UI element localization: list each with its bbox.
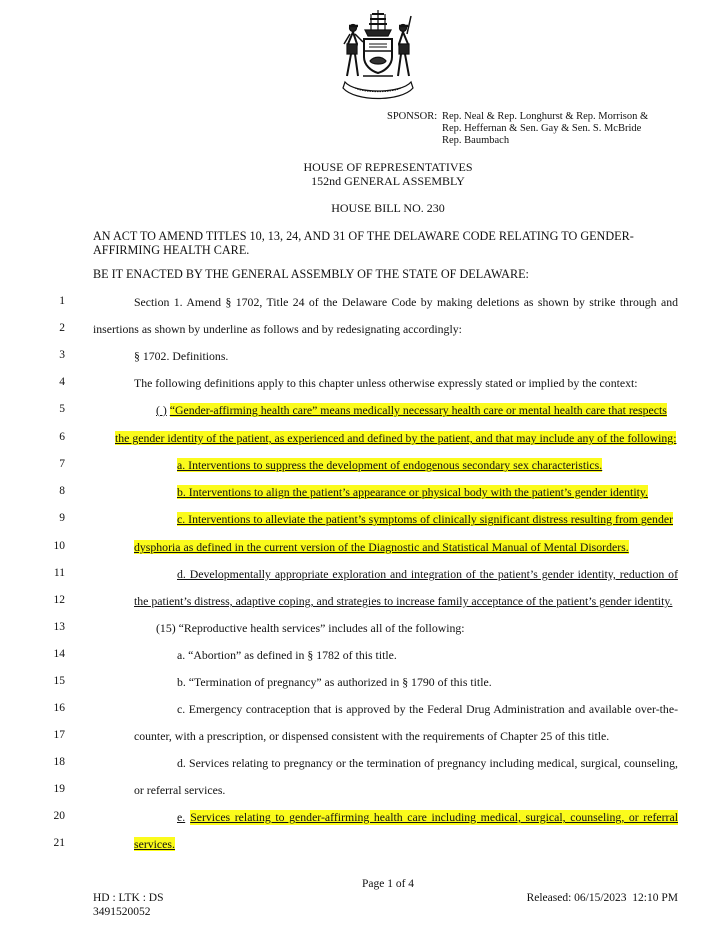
highlighted-insertion: Services relating to gender-affirming health care including medical, surgical, counseling, or referral — [190, 810, 678, 824]
line-number: 3 — [59, 349, 65, 361]
bill-text-line — [134, 540, 629, 555]
definition-placeholder: ( ) — [156, 403, 167, 417]
line-number: 9 — [59, 512, 65, 524]
highlighted-insertion: a. Interventions to suppress the development of endogenous secondary sex characteristics. — [177, 458, 603, 472]
bill-text-line: d. Developmentally appropriate exploration and integration of the patient’s gender identity, reduction of — [177, 567, 678, 581]
line-number: 7 — [59, 458, 65, 470]
bill-title-line-1: AN ACT TO AMEND TITLES 10, 13, 24, AND 31 OF THE DELAWARE CODE RELATING TO GENDER- — [93, 229, 634, 243]
drafter-code: HD : LTK : DS — [93, 892, 164, 904]
bill-text-line: (15) “Reproductive health services” includes all of the following: — [156, 621, 465, 635]
bill-text-line — [177, 458, 602, 473]
document-number: 3491520052 — [93, 906, 151, 918]
sponsor-label: SPONSOR: — [387, 111, 438, 122]
bill-text-line: counter, with a prescription, or dispensed consistent with the requirements of Chapter 25 of this title. — [134, 729, 610, 743]
sponsor-line-3: Rep. Baumbach — [442, 135, 510, 146]
bill-text-line: c. Emergency contraception that is approved by the Federal Drug Administration and available over-the- — [177, 702, 678, 716]
line-number: 13 — [53, 621, 65, 633]
highlighted-insertion: b. Interventions to align the patient’s appearance or physical body with the patient’s gender identity. — [177, 485, 648, 499]
line-number: 1 — [59, 295, 65, 307]
line-number: 2 — [59, 322, 65, 334]
highlighted-insertion: dysphoria as defined in the current version of the Diagnostic and Statistical Manual of Mental Disorders. — [134, 540, 629, 554]
bill-number: HOUSE BILL NO. 230 — [331, 201, 445, 215]
bill-text-line: insertions as shown by underline as follows and by redesignating accordingly: — [93, 322, 462, 336]
release-timestamp: Released: 06/15/2023 12:10 PM — [526, 892, 678, 904]
highlighted-insertion: the gender identity of the patient, as experienced and defined by the patient, and that may include any of the following: — [115, 431, 677, 445]
line-number: 5 — [59, 403, 65, 415]
highlighted-insertion: “Gender-affirming health care” means medically necessary health care or mental health care that respects — [169, 403, 667, 417]
bill-text-line — [134, 837, 175, 852]
bill-text-line: the patient’s distress, adaptive coping, and strategies to increase family acceptance of the patient’s gender identity. — [134, 594, 673, 608]
enacting-clause: BE IT ENACTED BY THE GENERAL ASSEMBLY OF THE STATE OF DELAWARE: — [93, 267, 529, 281]
item-letter: e. — [177, 810, 186, 824]
chamber-heading: HOUSE OF REPRESENTATIVES — [303, 160, 473, 174]
bill-text-line: or referral services. — [134, 783, 226, 797]
bill-title-line-2: AFFIRMING HEALTH CARE. — [93, 243, 250, 257]
bill-text-line: d. Services relating to pregnancy or the termination of pregnancy including medical, surgical, counseling, — [177, 756, 678, 770]
bill-text-line — [177, 485, 648, 500]
highlighted-insertion: services. — [134, 837, 175, 851]
bill-text-line — [177, 810, 678, 825]
line-number: 4 — [59, 376, 65, 388]
bill-text-line — [115, 431, 676, 446]
line-number: 19 — [53, 783, 65, 795]
delaware-state-seal — [333, 6, 423, 108]
line-number: 14 — [53, 648, 65, 660]
line-number: 8 — [59, 485, 65, 497]
bill-text-line: a. “Abortion” as defined in § 1782 of this title. — [177, 648, 397, 662]
sponsor-line-2: Rep. Heffernan & Sen. Gay & Sen. S. McBride — [442, 123, 642, 134]
bill-text-line — [156, 403, 667, 418]
line-number: 17 — [53, 729, 65, 741]
bill-text-line: Section 1. Amend § 1702, Title 24 of the Delaware Code by making deletions as shown by strike through and — [134, 295, 678, 309]
line-number: 15 — [53, 675, 65, 687]
line-number: 21 — [53, 837, 65, 849]
line-number: 6 — [59, 431, 65, 443]
line-number: 18 — [53, 756, 65, 768]
bill-text-line — [177, 512, 673, 527]
bill-text-line: § 1702. Definitions. — [134, 349, 229, 363]
line-number: 16 — [53, 702, 65, 714]
line-number: 10 — [53, 540, 65, 552]
line-number: 11 — [53, 567, 65, 579]
highlighted-insertion: c. Interventions to alleviate the patient’s symptoms of clinically significant distress resulting from gender — [177, 512, 674, 526]
sponsor-line-1: Rep. Neal & Rep. Longhurst & Rep. Morrison & — [442, 111, 649, 122]
bill-text-line: b. “Termination of pregnancy” as authorized in § 1790 of this title. — [177, 675, 492, 689]
page-number: Page 1 of 4 — [361, 878, 415, 890]
line-number: 20 — [53, 810, 65, 822]
assembly-heading: 152nd GENERAL ASSEMBLY — [311, 174, 465, 188]
line-number: 12 — [53, 594, 65, 606]
bill-text-line: The following definitions apply to this chapter unless otherwise expressly stated or implied by the context: — [134, 376, 638, 390]
